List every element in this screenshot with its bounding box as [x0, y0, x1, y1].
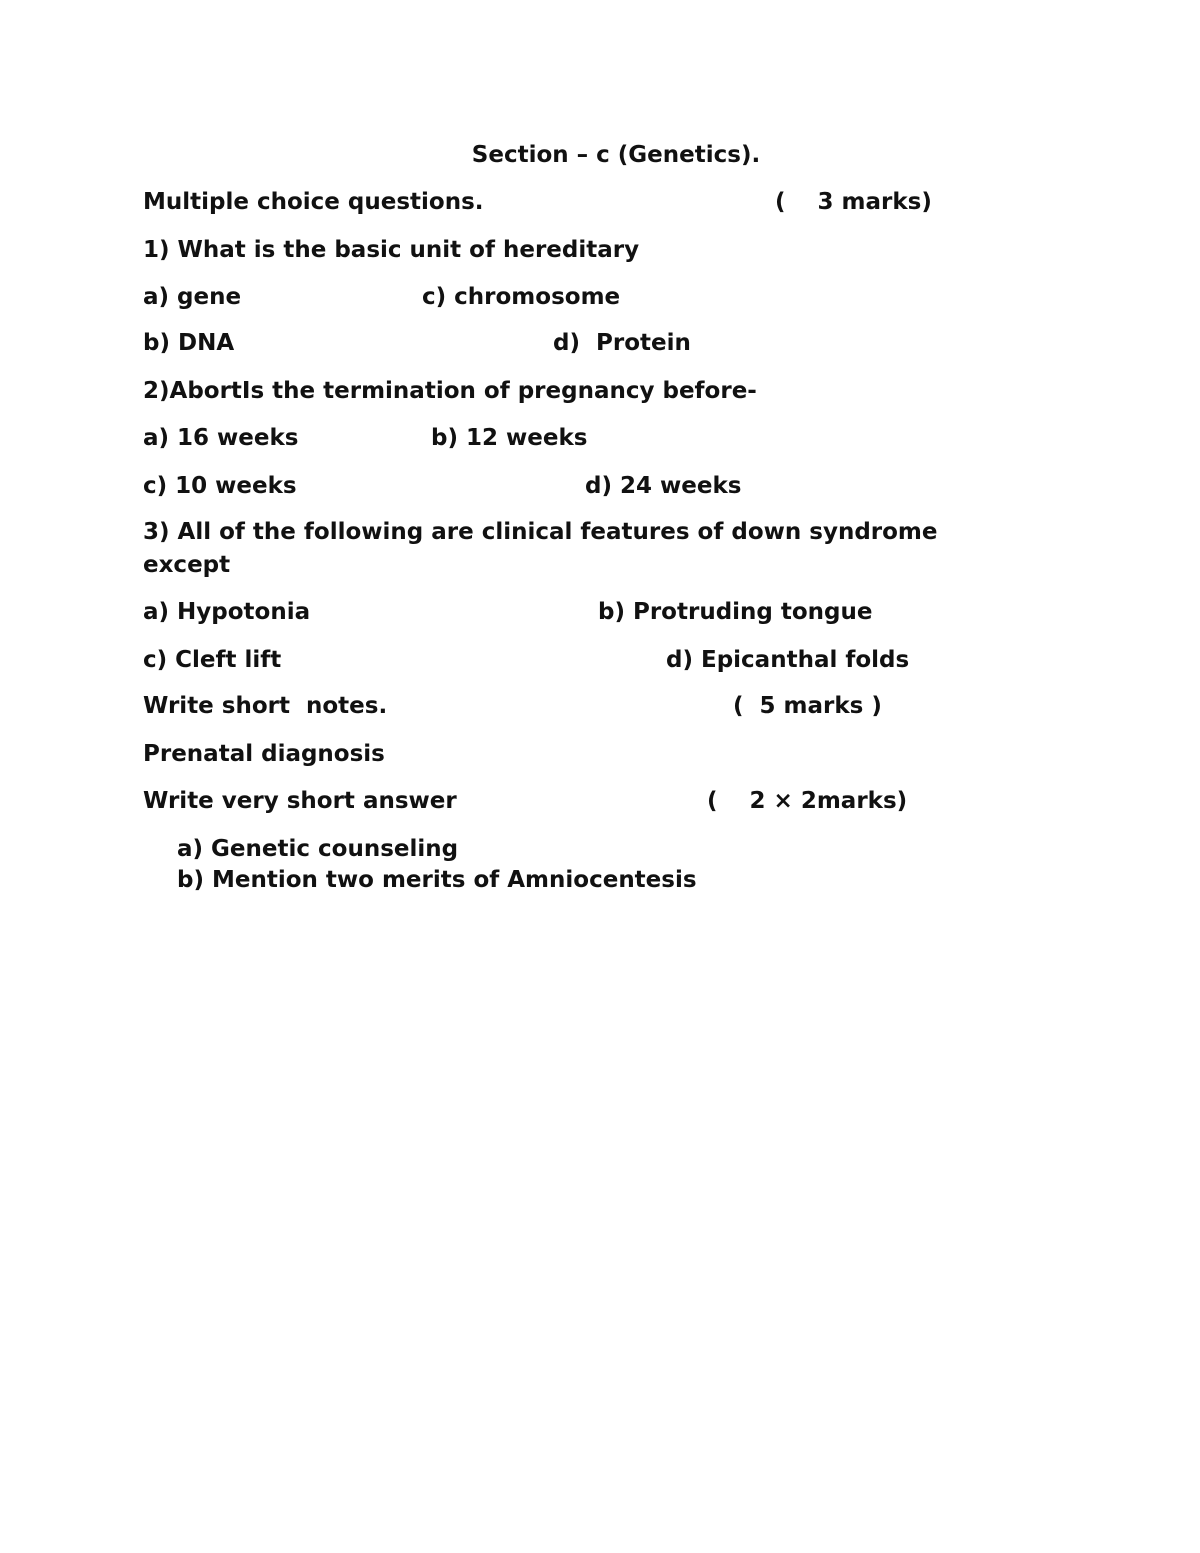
section-title: Section – c (Genetics). — [471, 142, 761, 168]
question-3-option-b: b) Protruding tongue — [598, 599, 873, 625]
question-1-option-a: a) gene — [143, 284, 242, 310]
question-1-option-d: d) Protein — [553, 330, 691, 356]
short-notes-topic: Prenatal diagnosis — [143, 741, 385, 767]
question-3-option-a: a) Hypotonia — [143, 599, 311, 625]
question-2-text: 2)AbortIs the termination of pregnancy before- — [143, 378, 757, 404]
question-3-option-c: c) Cleft lift — [143, 647, 282, 673]
question-3-text-line-1: 3) All of the following are clinical features of down syndrome — [143, 519, 938, 545]
short-notes-heading: Write short notes. — [143, 693, 388, 719]
very-short-marks: ( 2 × 2marks) — [707, 788, 908, 814]
question-2-option-b: b) 12 weeks — [431, 425, 588, 451]
very-short-item-a: a) Genetic counseling — [177, 836, 459, 862]
question-2-option-c: c) 10 weeks — [143, 473, 297, 499]
very-short-item-b: b) Mention two merits of Amniocentesis — [177, 867, 697, 893]
short-notes-marks: ( 5 marks ) — [733, 693, 882, 719]
question-3-text-line-2: except — [143, 552, 231, 578]
question-1-option-b: b) DNA — [143, 330, 235, 356]
question-2-option-d: d) 24 weeks — [585, 473, 742, 499]
question-3-option-d: d) Epicanthal folds — [666, 647, 910, 673]
mcq-heading: Multiple choice questions. — [143, 189, 484, 215]
mcq-marks: ( 3 marks) — [775, 189, 932, 215]
question-1-option-c: c) chromosome — [422, 284, 621, 310]
question-2-option-a: a) 16 weeks — [143, 425, 299, 451]
very-short-heading: Write very short answer — [143, 788, 457, 814]
question-1-text: 1) What is the basic unit of hereditary — [143, 237, 640, 263]
